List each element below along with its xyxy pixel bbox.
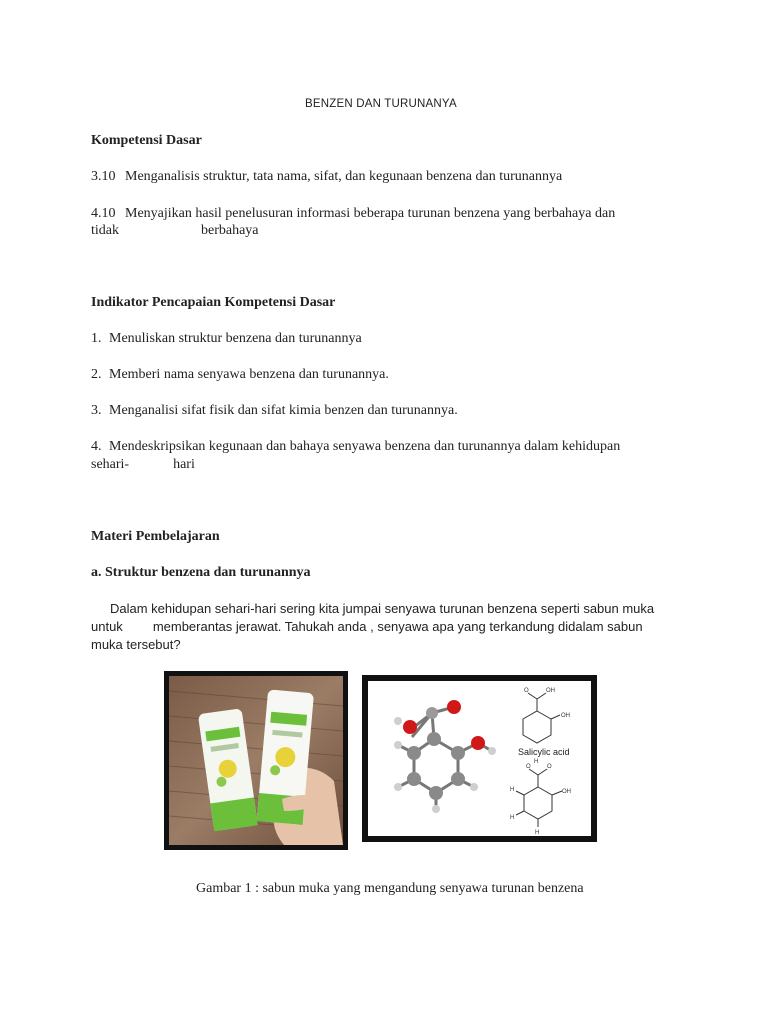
label-o-bottom: O [526,764,531,770]
salicylic-acid-diagram [362,675,597,842]
indikator-text: Menganalisi sifat fisik dan sifat kimia benzen dan turunannya. [109,403,458,418]
label-h-2: H [510,815,515,821]
label-h-1: H [510,787,515,793]
label-o-acid: O [547,764,552,770]
kd-text-cont: tidak [91,223,119,238]
indikator-item-4-cont [91,456,195,473]
indikator-text: Menuliskan struktur benzena dan turunannya [109,331,362,346]
subheading-struktur: a. Struktur benzena dan turunannya [91,565,311,580]
kd-number: 3.10 [91,169,116,184]
figure-product-photo [164,671,348,850]
indikator-number: 4. [91,439,102,454]
kd-text: Menganalisis struktur, tata nama, sifat, dan kegunaan benzena dan turunannya [125,169,563,184]
kd-text: Menyajikan hasil penelusuran informasi beberapa turunan benzena yang berbahaya dan [125,206,616,221]
label-o: O [524,688,529,694]
label-oh-bottom: OH [562,789,571,795]
indikator-number: 3. [91,403,102,418]
indikator-item-3 [91,402,458,419]
indikator-item-2 [91,366,389,383]
indikator-text: Mendeskripsikan kegunaan dan bahaya senyawa benzena dan turunannya dalam kehidupan [109,439,621,454]
heading-materi: Materi Pembelajaran [91,529,220,544]
figure-molecule [362,675,597,842]
paragraph-line-3: muka tersebut? [91,637,181,652]
indikator-text: Memberi nama senyawa benzena dan turunannya. [109,367,389,382]
label-h-acid: H [534,759,539,765]
document-title: BENZEN DAN TURUNANYA [305,98,457,110]
kd-item-4-10-cont [91,222,259,239]
indikator-item-4 [91,438,620,455]
paragraph-word: untuk [91,619,123,634]
label-oh-top: OH [546,688,555,694]
label-salicylic-acid: Salicylic acid [518,747,570,757]
kd-number: 4.10 [91,206,116,221]
product-photo-image [164,671,348,850]
paragraph-text: memberantas jerawat. Tahukah anda , senyawa apa yang terkandung didalam sabun [152,619,643,634]
paragraph-line-1: Dalam kehidupan sehari-hari sering kita jumpai senyawa turunan benzena seperti sabun muka [110,601,655,616]
kd-item-3-10 [91,168,562,185]
paragraph-line-2 [91,618,643,635]
indikator-number: 2. [91,367,102,382]
figure-caption: Gambar 1 : sabun muka yang mengandung senyawa turunan benzena [196,881,584,896]
indikator-number: 1. [91,331,102,346]
indikator-text-cont: hari [173,457,195,472]
kd-item-4-10 [91,205,615,222]
heading-indikator: Indikator Pencapaian Kompetensi Dasar [91,295,336,310]
indikator-text-cont: sehari- [91,457,130,472]
indikator-item-1 [91,330,362,347]
heading-kompetensi-dasar: Kompetensi Dasar [91,133,202,148]
label-h-3: H [535,830,540,836]
label-oh-ring: OH [561,713,570,719]
kd-text-cont: berbahaya [201,223,259,238]
